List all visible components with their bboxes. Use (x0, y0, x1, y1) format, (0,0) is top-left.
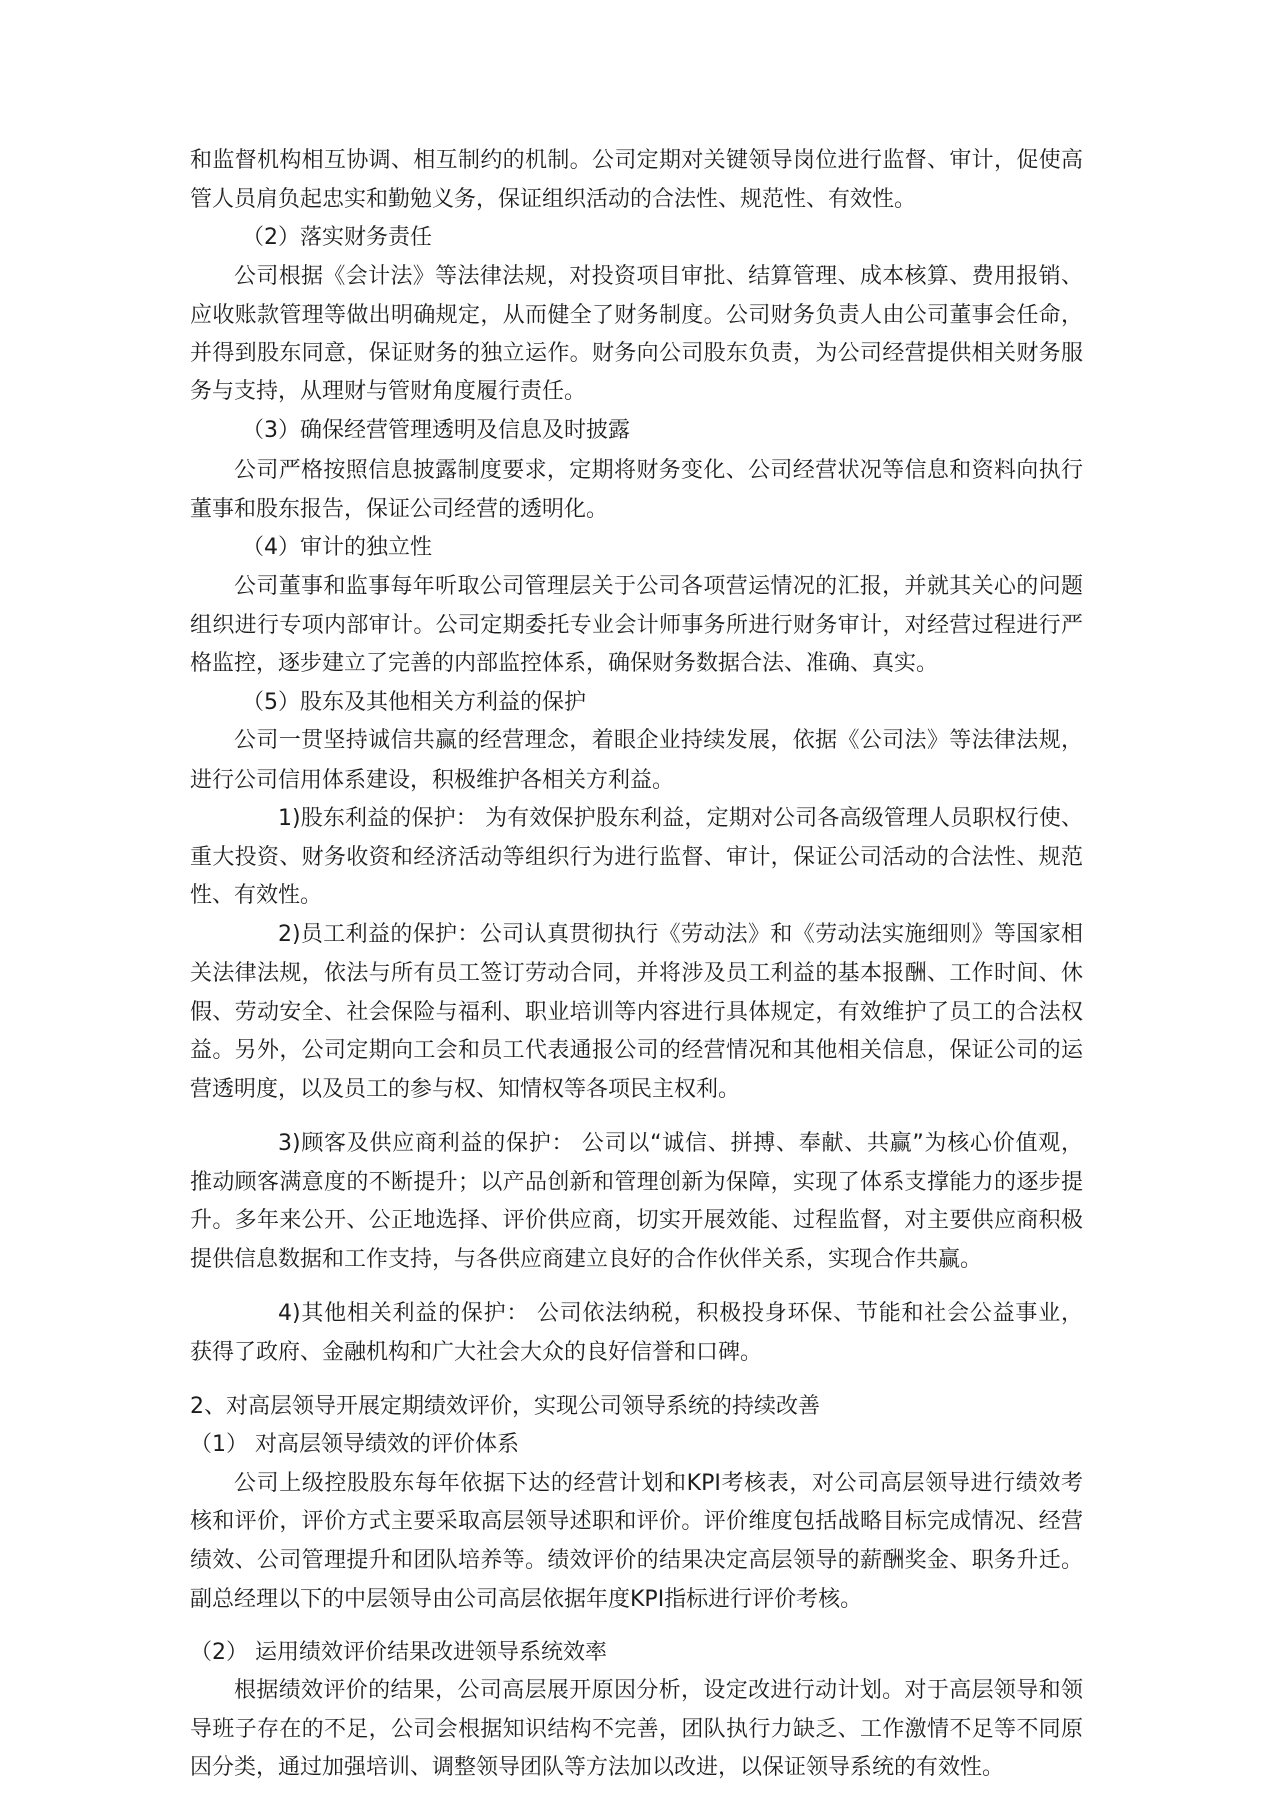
paragraph-line: 和监督机构相互协调、相互制约的机制。公司定期对关键领导岗位进行监督、审计，促使高 (190, 148, 1083, 173)
paragraph-line: 3)顾客及供应商利益的保护： 公司以“诚信、拼搏、奉献、共赢”为核心价值观， (278, 1131, 1083, 1156)
paragraph-line: 格监控，逐步建立了完善的内部监控体系，确保财务数据合法、准确、真实。 (190, 651, 939, 676)
paragraph-line: （4）审计的独立性 (242, 535, 432, 560)
paragraph-line: 获得了政府、金融机构和广大社会大众的良好信誉和口碑。 (190, 1340, 763, 1365)
paragraph-line: 1)股东利益的保护： 为有效保护股东利益，定期对公司各高级管理人员职权行使、 (278, 806, 1083, 831)
paragraph-line: 组织进行专项内部审计。公司定期委托专业会计师事务所进行财务审计，对经营过程进行严 (190, 613, 1083, 638)
paragraph-line: 公司根据《会计法》等法律法规，对投资项目审批、结算管理、成本核算、费用报销、 (234, 264, 1083, 289)
paragraph-line: 升。多年来公开、公正地选择、评价供应商，切实开展效能、过程监督，对主要供应商积极 (190, 1208, 1083, 1233)
paragraph-line: 假、劳动安全、社会保险与福利、职业培训等内容进行具体规定，有效维护了员工的合法权 (190, 1000, 1083, 1025)
paragraph-line: 根据绩效评价的结果，公司高层展开原因分析，设定改进行动计划。对于高层领导和领 (234, 1678, 1083, 1703)
paragraph-line: （2） 运用绩效评价结果改进领导系统效率 (190, 1640, 607, 1665)
paragraph-line: 并得到股东同意，保证财务的独立运作。财务向公司股东负责，为公司经营提供相关财务服 (190, 341, 1083, 366)
paragraph-line: （5）股东及其他相关方利益的保护 (242, 690, 586, 715)
paragraph-line: 进行公司信用体系建设，积极维护各相关方利益。 (190, 768, 675, 793)
paragraph-line: （2）落实财务责任 (242, 225, 432, 250)
paragraph-line: 导班子存在的不足，公司会根据知识结构不完善，团队执行力缺乏、工作激情不足等不同原 (190, 1717, 1083, 1742)
paragraph-line: 核和评价，评价方式主要采取高层领导述职和评价。评价维度包括战略目标完成情况、经营 (190, 1509, 1083, 1534)
paragraph-line: 2、对高层领导开展定期绩效评价，实现公司领导系统的持续改善 (190, 1394, 820, 1419)
paragraph-line: 性、有效性。 (190, 883, 323, 908)
paragraph-line: 董事和股东报告，保证公司经营的透明化。 (190, 497, 609, 522)
paragraph-line: 公司一贯坚持诚信共赢的经营理念，着眼企业持续发展，依据《公司法》等法律法规， (234, 728, 1083, 753)
paragraph-line: 提供信息数据和工作支持，与各供应商建立良好的合作伙伴关系，实现合作共赢。 (190, 1247, 983, 1272)
paragraph-line: 公司严格按照信息披露制度要求，定期将财务变化、公司经营状况等信息和资料向执行 (234, 458, 1083, 483)
paragraph-line: （1） 对高层领导绩效的评价体系 (190, 1432, 519, 1457)
paragraph-line: 营透明度，以及员工的参与权、知情权等各项民主权利。 (190, 1077, 741, 1102)
paragraph-line: 益。另外，公司定期向工会和员工代表通报公司的经营情况和其他相关信息，保证公司的运 (190, 1038, 1083, 1063)
paragraph-line: 2)员工利益的保护：公司认真贯彻执行《劳动法》和《劳动法实施细则》等国家相 (278, 922, 1083, 947)
paragraph-line: 4)其他相关利益的保护： 公司依法纳税，积极投身环保、节能和社会公益事业， (278, 1301, 1083, 1326)
paragraph-line: （3）确保经营管理透明及信息及时披露 (242, 418, 630, 443)
paragraph-line: 公司上级控股股东每年依据下达的经营计划和KPI考核表，对公司高层领导进行绩效考 (234, 1471, 1083, 1496)
paragraph-line: 管人员肩负起忠实和勤勉义务，保证组织活动的合法性、规范性、有效性。 (190, 187, 917, 212)
paragraph-line: 推动顾客满意度的不断提升；以产品创新和管理创新为保障，实现了体系支撑能力的逐步提 (190, 1170, 1083, 1195)
paragraph-line: 公司董事和监事每年听取公司管理层关于公司各项营运情况的汇报，并就其关心的问题 (234, 574, 1083, 599)
paragraph-line: 务与支持，从理财与管财角度履行责任。 (190, 379, 587, 404)
paragraph-line: 应收账款管理等做出明确规定，从而健全了财务制度。公司财务负责人由公司董事会任命， (190, 303, 1083, 328)
paragraph-line: 因分类，通过加强培训、调整领导团队等方法加以改进，以保证领导系统的有效性。 (190, 1755, 1005, 1780)
paragraph-line: 重大投资、财务收资和经济活动等组织行为进行监督、审计，保证公司活动的合法性、规范 (190, 845, 1083, 870)
paragraph-line: 绩效、公司管理提升和团队培养等。绩效评价的结果决定高层领导的薪酬奖金、职务升迁。 (190, 1548, 1083, 1573)
paragraph-line: 关法律法规，依法与所有员工签订劳动合同，并将涉及员工利益的基本报酬、工作时间、休 (190, 961, 1083, 986)
paragraph-line: 副总经理以下的中层领导由公司高层依据年度KPI指标进行评价考核。 (190, 1587, 863, 1612)
